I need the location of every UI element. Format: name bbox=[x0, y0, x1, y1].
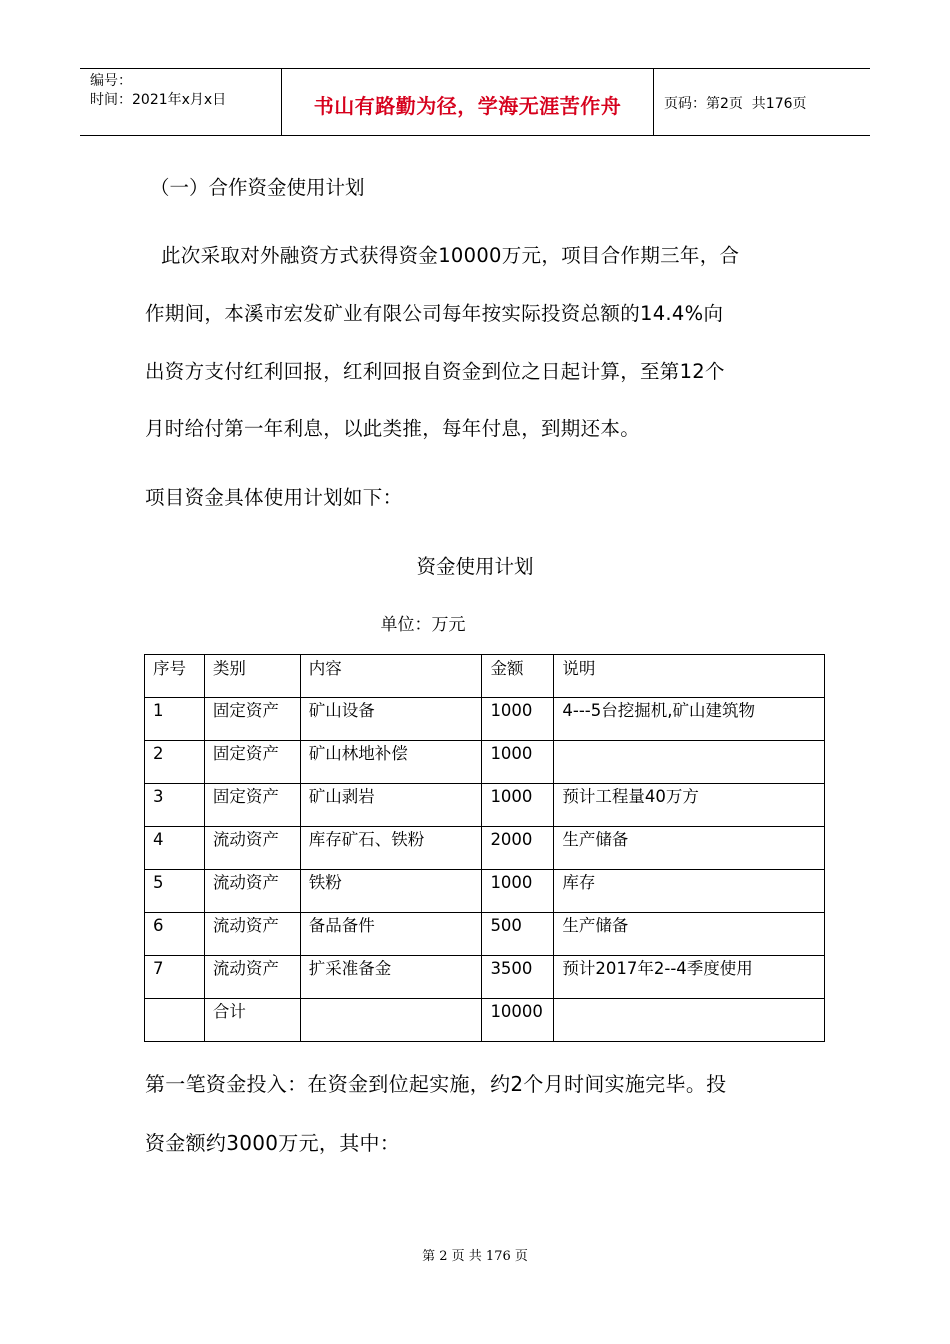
cell-amount: 1000 bbox=[482, 784, 554, 827]
cell-amount: 1000 bbox=[482, 741, 554, 784]
paragraph-line-4: 月时给付第一年利息，以此类推，每年付息，到期还本。 bbox=[145, 417, 641, 440]
paragraph-line-2: 作期间，本溪市宏发矿业有限公司每年按实际投资总额的14.4%向 bbox=[145, 302, 724, 325]
page-footer bbox=[0, 1245, 950, 1264]
cell-index: 5 bbox=[145, 870, 205, 913]
header-page-info bbox=[654, 69, 870, 135]
intro-line: 项目资金具体使用计划如下： bbox=[145, 486, 403, 509]
cell-note bbox=[554, 741, 825, 784]
header-cell-content: 内容 bbox=[300, 655, 482, 698]
header-cell-category: 类别 bbox=[204, 655, 300, 698]
table-row bbox=[145, 827, 825, 870]
footer-page-number: 第 2 页 共 176 页 bbox=[422, 1249, 528, 1264]
motto-text: 书山有路勤为径，学海无涯苦作舟 bbox=[313, 93, 622, 118]
paragraph-line-3: 出资方支付红利回报，红利回报自资金到位之日起计算，至第12个 bbox=[145, 360, 725, 383]
cell-amount: 2000 bbox=[482, 827, 554, 870]
table-row bbox=[145, 870, 825, 913]
cell-content bbox=[300, 999, 482, 1042]
cell-content: 矿山林地补偿 bbox=[300, 741, 482, 784]
table-title: 资金使用计划 bbox=[416, 555, 534, 578]
cell-content: 铁粉 bbox=[300, 870, 482, 913]
cell-content: 库存矿石、铁粉 bbox=[300, 827, 482, 870]
cell-category: 合计 bbox=[204, 999, 300, 1042]
closing-line-2: 资金额约3000万元，其中： bbox=[145, 1131, 401, 1155]
cell-index: 2 bbox=[145, 741, 205, 784]
table-row bbox=[145, 741, 825, 784]
document-time-label: 时间：2021年x月x日 bbox=[90, 92, 227, 108]
cell-amount: 1000 bbox=[482, 698, 554, 741]
table-row bbox=[145, 784, 825, 827]
table-header-row bbox=[145, 655, 825, 698]
table-row bbox=[145, 956, 825, 999]
fund-plan-table bbox=[144, 654, 825, 1042]
cell-index: 3 bbox=[145, 784, 205, 827]
cell-category: 流动资产 bbox=[204, 913, 300, 956]
cell-note: 预计工程量40万方 bbox=[554, 784, 825, 827]
cell-note: 预计2017年2--4季度使用 bbox=[554, 956, 825, 999]
cell-category: 流动资产 bbox=[204, 956, 300, 999]
header-cell-note: 说明 bbox=[554, 655, 825, 698]
cell-content: 矿山剥岩 bbox=[300, 784, 482, 827]
cell-note: 4---5台挖掘机,矿山建筑物 bbox=[554, 698, 825, 741]
cell-amount: 10000 bbox=[482, 999, 554, 1042]
paragraph-line-1: 此次采取对外融资方式获得资金10000万元，项目合作期三年，合 bbox=[161, 244, 740, 267]
page-number-label: 页码：第2页 共176页 bbox=[664, 96, 807, 112]
cell-content: 扩采准备金 bbox=[300, 956, 482, 999]
cell-note: 生产储备 bbox=[554, 913, 825, 956]
header-meta bbox=[80, 69, 282, 135]
cell-note: 库存 bbox=[554, 870, 825, 913]
cell-index bbox=[145, 999, 205, 1042]
cell-index: 7 bbox=[145, 956, 205, 999]
section-title: （一）合作资金使用计划 bbox=[150, 176, 365, 199]
table-row bbox=[145, 698, 825, 741]
header-cell-index: 序号 bbox=[145, 655, 205, 698]
cell-content: 备品备件 bbox=[300, 913, 482, 956]
header-motto bbox=[282, 69, 654, 135]
document-number-label: 编号： bbox=[90, 73, 132, 89]
header-cell-amount: 金额 bbox=[482, 655, 554, 698]
cell-category: 固定资产 bbox=[204, 784, 300, 827]
cell-index: 4 bbox=[145, 827, 205, 870]
page-header bbox=[80, 68, 870, 136]
cell-amount: 1000 bbox=[482, 870, 554, 913]
cell-category: 固定资产 bbox=[204, 698, 300, 741]
cell-index: 1 bbox=[145, 698, 205, 741]
cell-amount: 3500 bbox=[482, 956, 554, 999]
cell-content: 矿山设备 bbox=[300, 698, 482, 741]
cell-note bbox=[554, 999, 825, 1042]
table-total-row bbox=[145, 999, 825, 1042]
cell-amount: 500 bbox=[482, 913, 554, 956]
cell-category: 固定资产 bbox=[204, 741, 300, 784]
unit-label: 单位：万元 bbox=[380, 615, 466, 635]
cell-category: 流动资产 bbox=[204, 870, 300, 913]
cell-index: 6 bbox=[145, 913, 205, 956]
cell-note: 生产储备 bbox=[554, 827, 825, 870]
table-row bbox=[145, 913, 825, 956]
cell-category: 流动资产 bbox=[204, 827, 300, 870]
closing-line-1: 第一笔资金投入：在资金到位起实施，约2个月时间实施完毕。投 bbox=[145, 1072, 727, 1096]
